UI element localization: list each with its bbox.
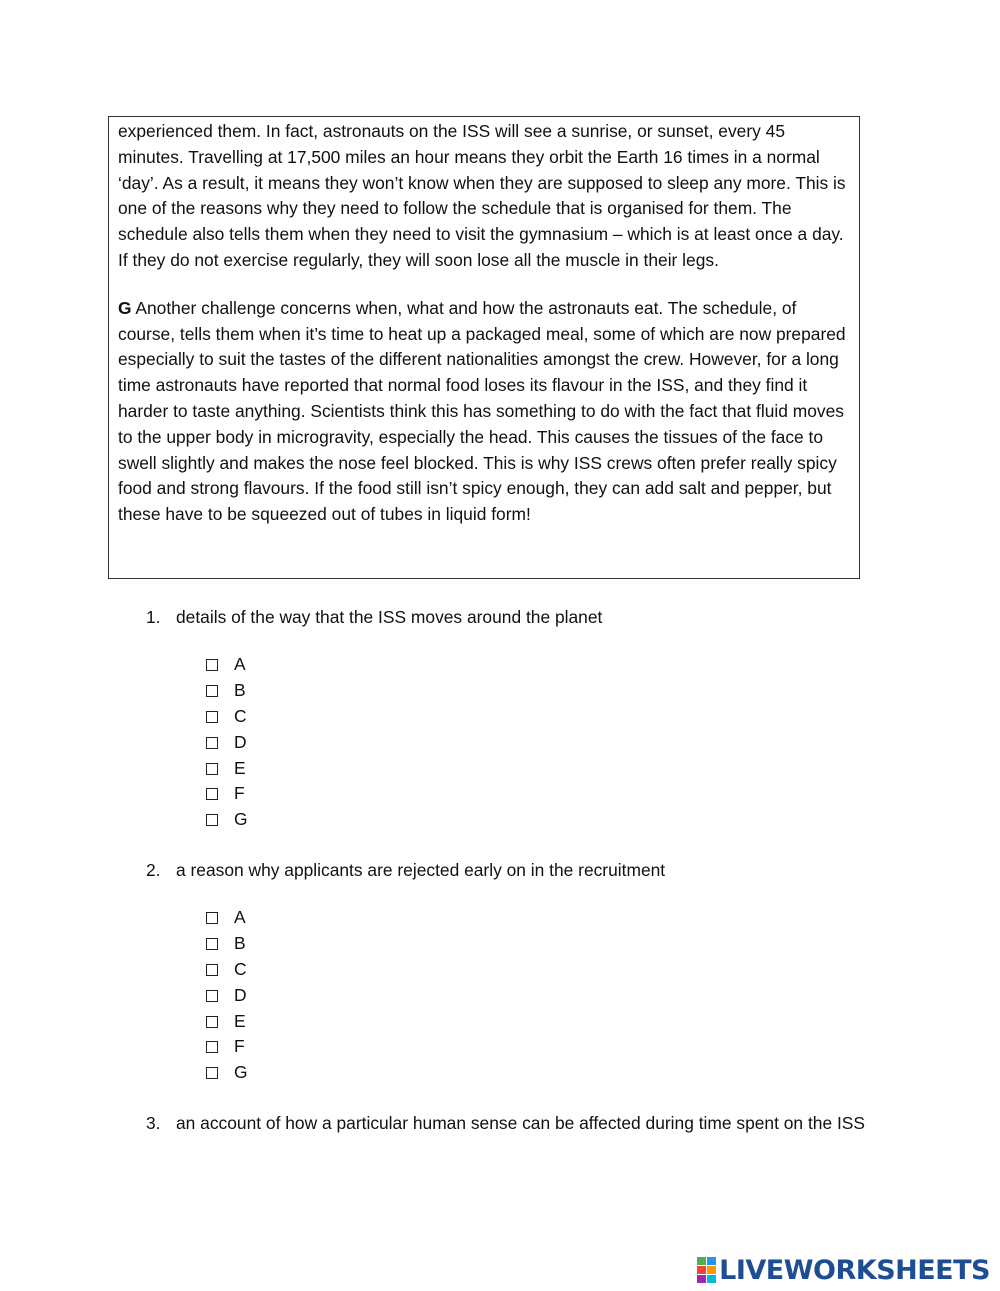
option-f[interactable] xyxy=(206,1034,248,1060)
option-a[interactable] xyxy=(206,905,248,931)
question-2 xyxy=(146,857,906,883)
question-number: 1. xyxy=(146,607,161,627)
question-1 xyxy=(146,604,906,630)
option-label: A xyxy=(234,907,246,927)
checkbox[interactable] xyxy=(206,990,218,1002)
option-b[interactable] xyxy=(206,931,248,957)
option-label: B xyxy=(234,932,246,953)
checkbox[interactable] xyxy=(206,659,218,671)
logo-block xyxy=(697,1266,706,1274)
logo-blocks-icon xyxy=(697,1257,716,1283)
checkbox[interactable] xyxy=(206,685,218,697)
logo-block xyxy=(707,1257,716,1265)
checkbox[interactable] xyxy=(206,912,218,924)
option-label: G xyxy=(234,809,248,830)
checkbox[interactable] xyxy=(206,964,218,976)
option-e[interactable] xyxy=(206,756,248,782)
reading-passage xyxy=(108,116,860,579)
option-g[interactable] xyxy=(206,807,248,833)
option-a[interactable] xyxy=(206,652,248,678)
option-c[interactable] xyxy=(206,704,248,730)
option-label: C xyxy=(234,705,247,726)
logo-text: LIVEWORKSHEETS xyxy=(719,1254,990,1286)
checkbox[interactable] xyxy=(206,763,218,775)
checkbox[interactable] xyxy=(206,1041,218,1053)
option-label: D xyxy=(234,731,247,752)
question-2-options xyxy=(206,905,248,1086)
option-d[interactable] xyxy=(206,983,248,1009)
logo-block xyxy=(707,1275,716,1283)
logo-block xyxy=(697,1275,706,1283)
paragraph-g-text: Another challenge concerns when, what and how the astronauts eat. The schedule, of course, tells them when it’s time to heat up a packaged meal, some of which are now prepared especially to suit the tastes of the different nationalities amongst the crew. However, for a long time astronauts have reported that normal food loses its flavour in the ISS, and they find it harder to taste anything. Scientists think this has something to do with the fact that fluid moves to the upper body in microgravity, especially the head. This causes the tissues of the face to swell slightly and makes the nose feel blocked. This is why ISS crews often prefer really spicy food and strong flavours. If the food still isn’t spicy enough, they can add salt and pepper, but these have to be squeezed out of tubes in liquid form! xyxy=(118,297,846,525)
question-text: details of the way that the ISS moves around the planet xyxy=(176,607,603,627)
paragraph-letter: G xyxy=(118,297,132,318)
option-label: G xyxy=(234,1062,248,1083)
logo-block xyxy=(707,1266,716,1274)
logo-block xyxy=(697,1257,706,1265)
option-label: B xyxy=(234,679,246,700)
checkbox[interactable] xyxy=(206,938,218,950)
question-number: 3. xyxy=(146,1113,161,1133)
option-label: E xyxy=(234,757,246,778)
checkbox[interactable] xyxy=(206,1067,218,1079)
option-label: D xyxy=(234,984,247,1005)
option-label: E xyxy=(234,1010,246,1031)
paragraph-g xyxy=(118,296,851,528)
question-number: 2. xyxy=(146,860,161,880)
checkbox[interactable] xyxy=(206,1016,218,1028)
option-label: C xyxy=(234,958,247,979)
paragraph-f: experienced them. In fact, astronauts on the ISS will see a sunrise, or sunset, every 45 minutes. Travelling at 17,500 miles an hour means they orbit the Earth 16 times in a normal ‘day’. As a result, it means they won’t know when they are supposed to sleep any more. This is one of the reasons why they need to follow the schedule that is organised for them. The schedule also tells them when they need to visit the gymnasium – which is at least once a day. If they do not exercise regularly, they will soon lose all the muscle in their legs. xyxy=(118,121,846,270)
option-label: F xyxy=(234,783,245,804)
checkbox[interactable] xyxy=(206,814,218,826)
option-label: A xyxy=(234,654,246,674)
checkbox[interactable] xyxy=(206,711,218,723)
checkbox[interactable] xyxy=(206,737,218,749)
option-e[interactable] xyxy=(206,1009,248,1035)
question-text: a reason why applicants are rejected early on in the recruitment xyxy=(176,860,666,880)
liveworksheets-logo xyxy=(697,1254,990,1286)
question-text: an account of how a particular human sense can be affected during time spent on the ISS xyxy=(176,1113,865,1133)
checkbox[interactable] xyxy=(206,788,218,800)
option-label: F xyxy=(234,1036,245,1057)
option-f[interactable] xyxy=(206,781,248,807)
question-1-options xyxy=(206,652,248,833)
option-b[interactable] xyxy=(206,678,248,704)
question-3 xyxy=(146,1110,906,1136)
option-g[interactable] xyxy=(206,1060,248,1086)
option-d[interactable] xyxy=(206,730,248,756)
option-c[interactable] xyxy=(206,957,248,983)
